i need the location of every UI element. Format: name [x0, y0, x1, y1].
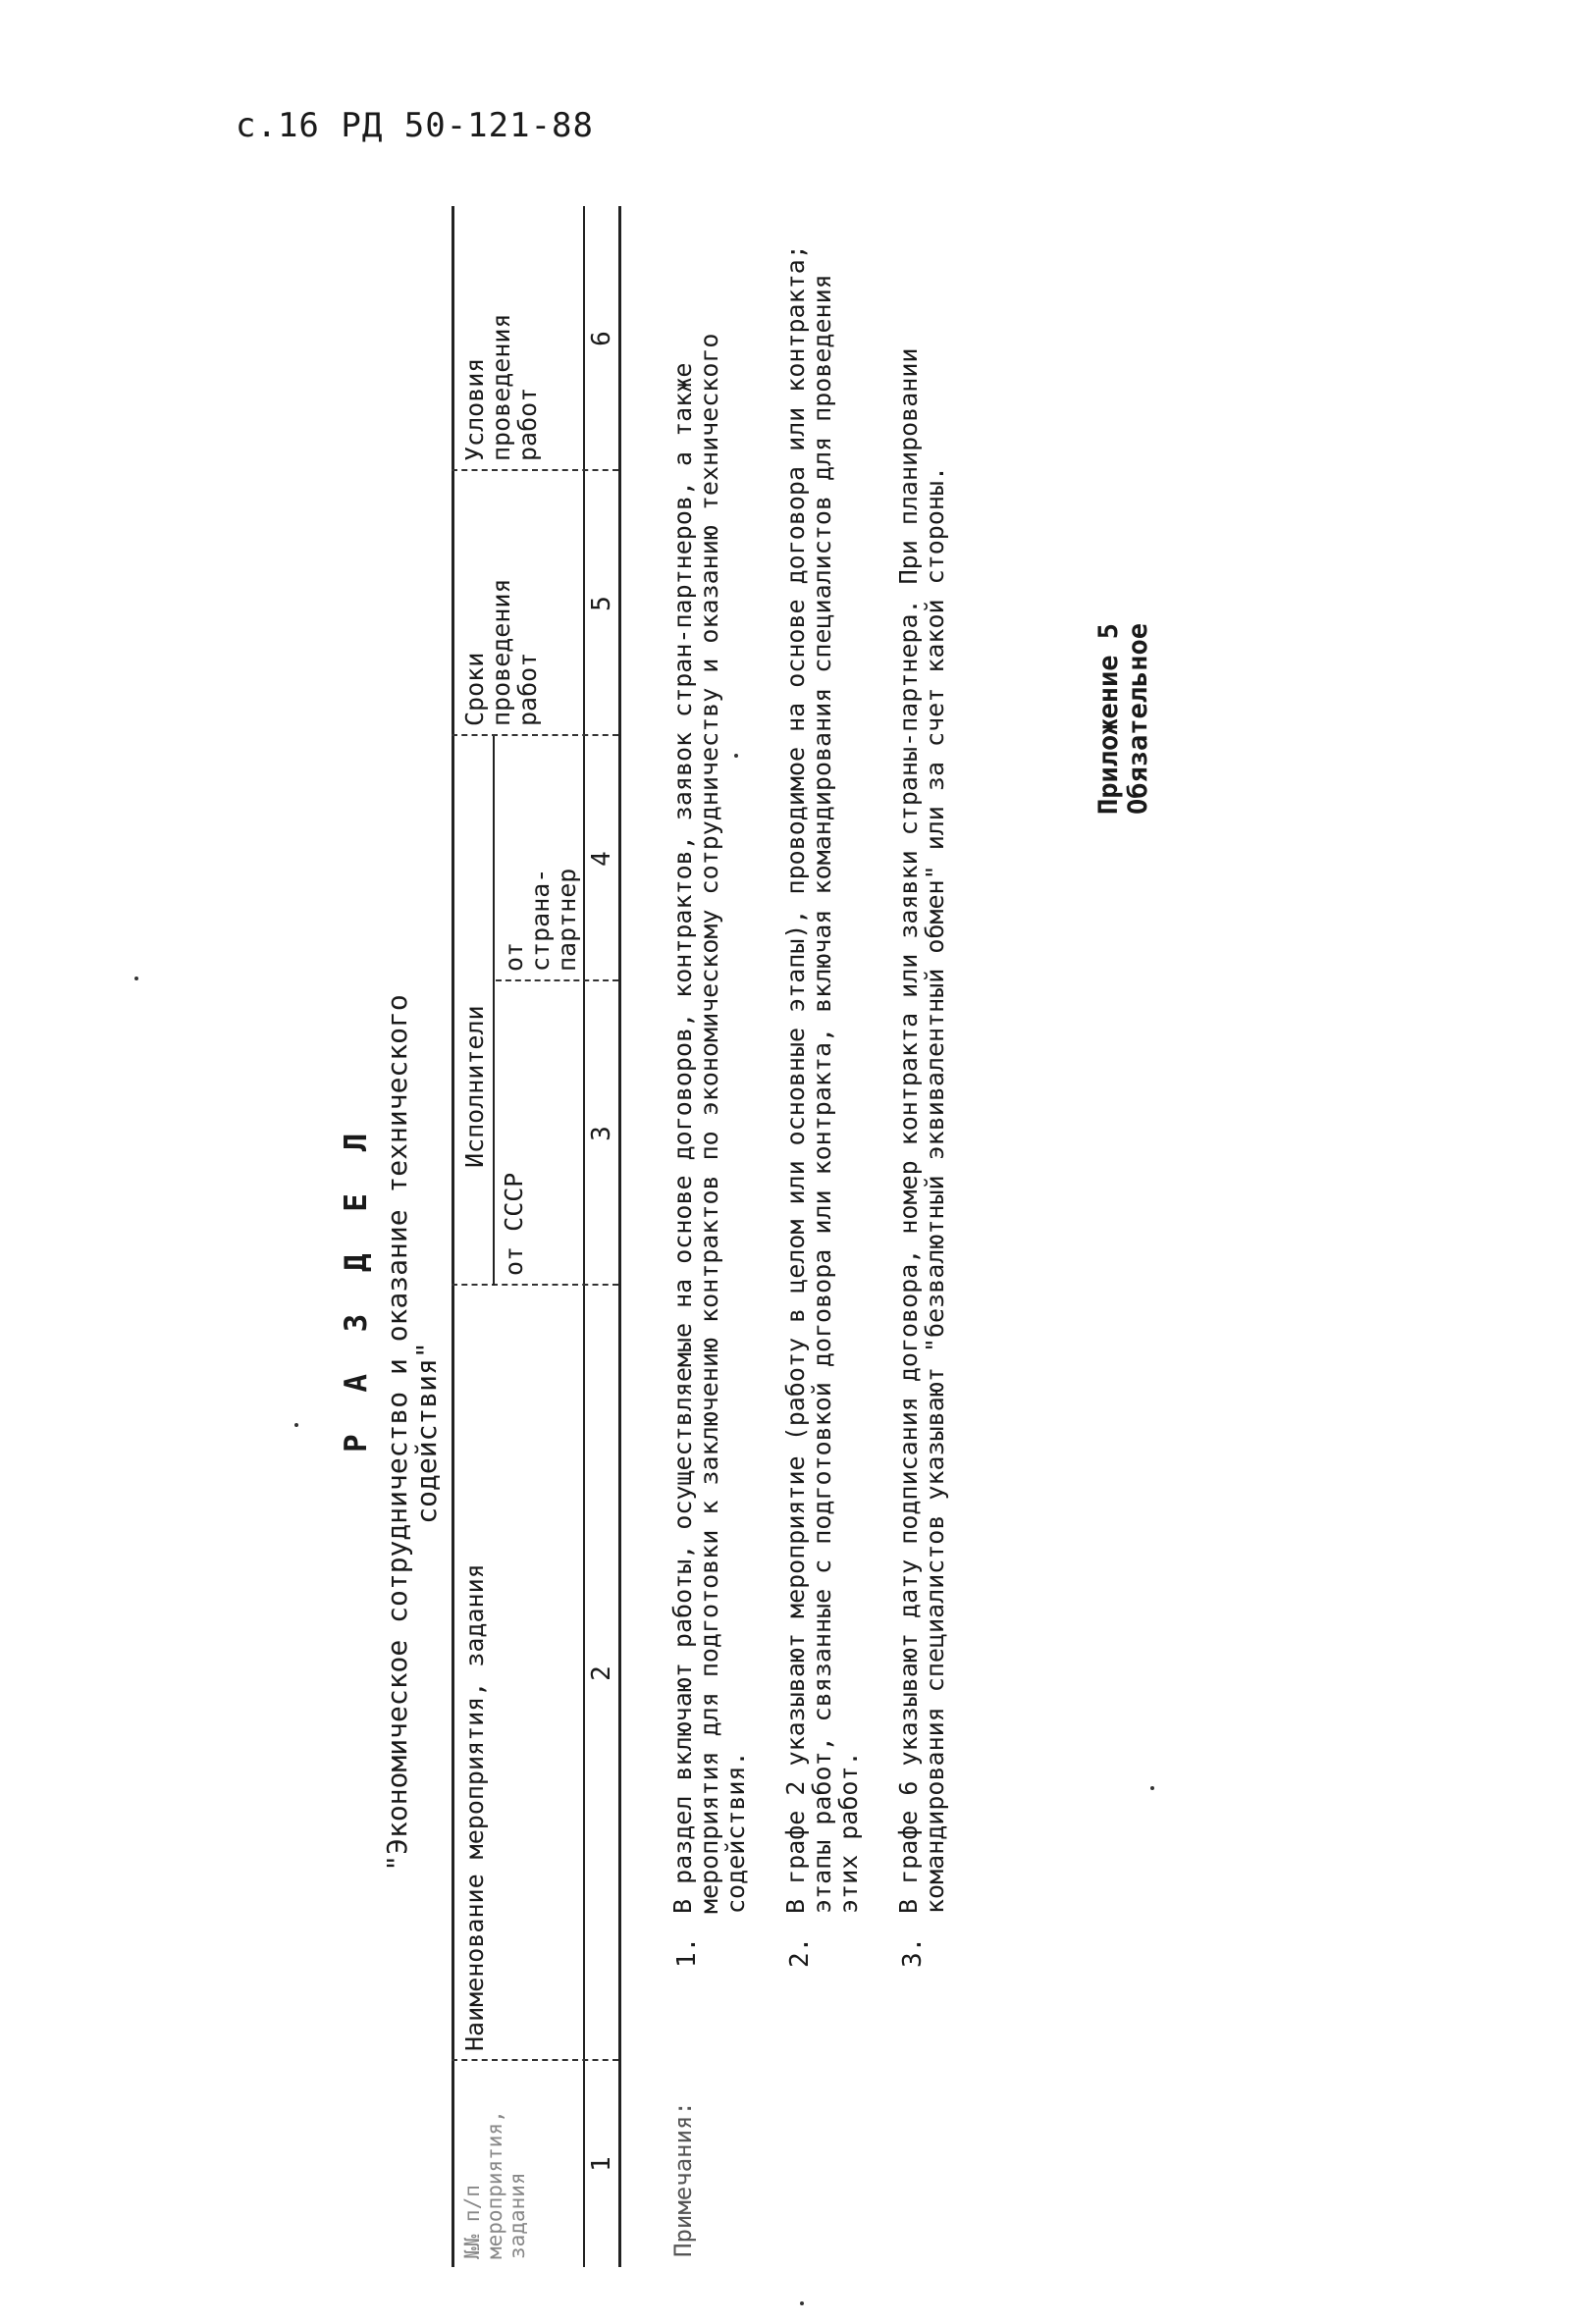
scan-speck — [1150, 1786, 1154, 1790]
col2-header: Наименование мероприятия, задания — [460, 1563, 489, 2051]
table-header-rule — [583, 206, 585, 2267]
col-number: 1 — [587, 2156, 616, 2172]
page-header: с.16 РД 50-121-88 — [236, 106, 594, 145]
section-subtitle: "Экономическое сотрудничество и оказание технического содействия" — [381, 994, 443, 1872]
col-number: 6 — [587, 331, 616, 346]
col5-header: Сроки проведения работ — [460, 578, 542, 726]
section-title: Р А З Д Е Л — [339, 1121, 374, 1452]
scan-speck — [294, 1423, 298, 1427]
executors-header: Исполнители — [460, 1005, 489, 1168]
note-text: В графе 6 указывают дату подписания договора, номер контракта или заявки страны-партнера. При планировании командирования специалистов указывают "безвалютный эквивалентный обмен" или за счет какой стороны. — [894, 347, 949, 1914]
col6-header: Условия проведения работ — [460, 313, 542, 461]
rotated-page-content — [324, 206, 1580, 2267]
col4-header: от страна-партнер — [500, 868, 581, 972]
scan-speck — [800, 2301, 804, 2305]
appendix-number: Приложение 5 — [1093, 622, 1124, 815]
note-number: 3. — [898, 1936, 928, 1968]
appendix-status: Обязательное — [1123, 622, 1153, 815]
table-top-rule — [452, 206, 454, 2267]
col3-header: от СССР — [500, 1172, 528, 1276]
note-number: 2. — [785, 1936, 815, 1968]
note-number: 1. — [672, 1936, 702, 1968]
appendix-label — [1094, 623, 1153, 815]
scan-speck — [734, 754, 738, 758]
col-number: 5 — [587, 596, 616, 611]
notes-label: Примечания: — [669, 2101, 697, 2257]
col1-header: №№ п/п мероприятия, задания — [460, 2110, 529, 2259]
note-text: В графе 2 указывают мероприятие (работу в целом или основные этапы), проводимое на основе договора или контракта; этапы работ, связанные с подготовкой договора или контракта, включая командирования специалистов для проведения этих работ. — [781, 244, 863, 1914]
table-bottom-rule — [618, 206, 621, 2267]
col-number: 2 — [587, 1665, 616, 1681]
scan-speck — [134, 977, 138, 980]
executors-subrule — [493, 736, 495, 1286]
note-text: В раздел включают работы, осуществляемые на основе договоров, контрактов, заявок стран-партнеров, а также мероприятия для подготовки к заключению контрактов по экономическому сотрудничеству и оказанию технического содействия. — [668, 333, 750, 1914]
col-number: 4 — [587, 851, 616, 867]
col-number: 3 — [587, 1126, 616, 1141]
